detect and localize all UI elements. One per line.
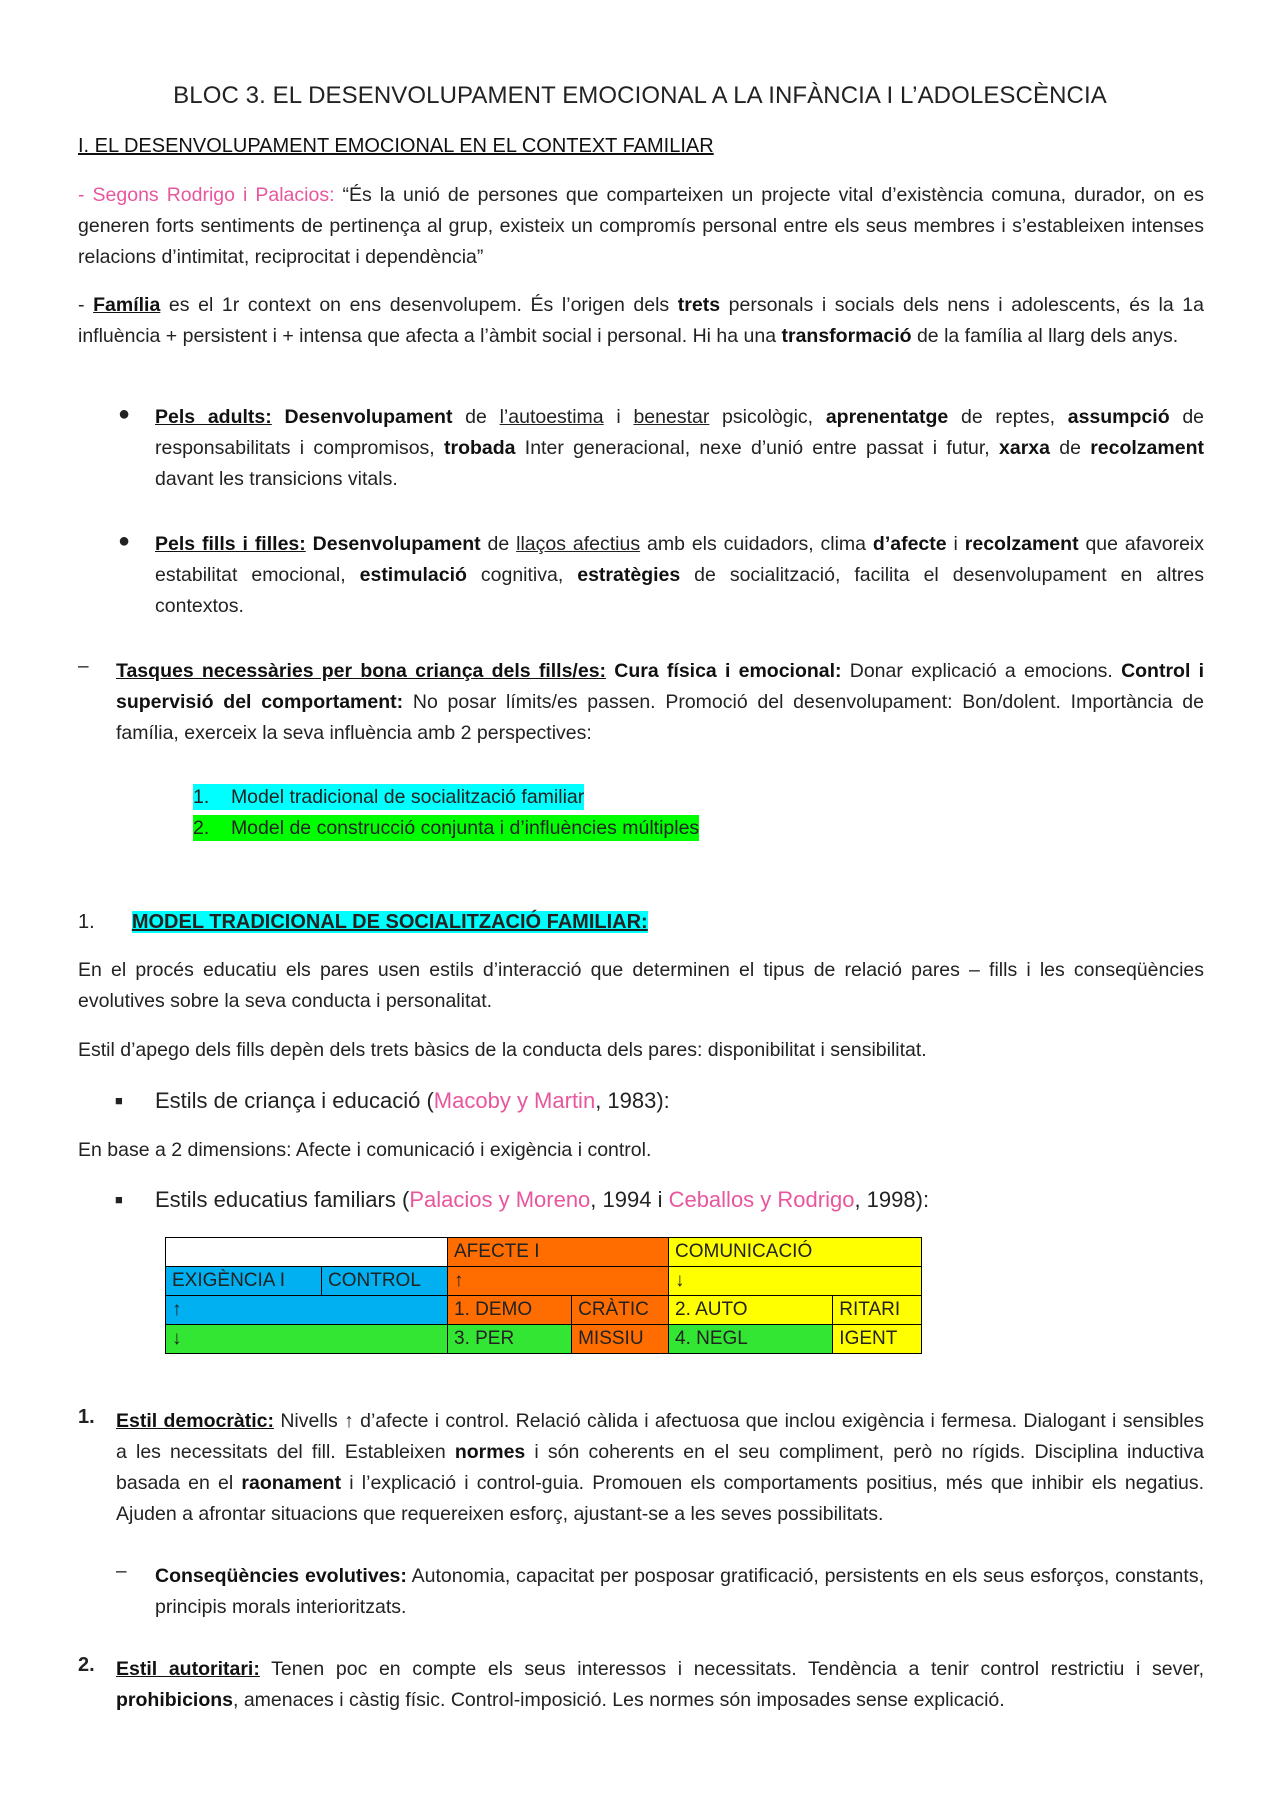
tasques-t2: No posar límits/es passen. Promoció del desenvolupament: Bon/dolent. Importància de família, exerceix la seva influència amb 2 perspectives: [116, 691, 1204, 744]
adults-benestar: benestar [633, 406, 710, 428]
sq1-ref: Macoby y Martin [433, 1088, 596, 1113]
adults-dev: Desenvolupament [284, 406, 453, 428]
adults-t1: de [452, 406, 500, 428]
estil-dem-t1: Nivells ↑ d’afecte i control. Relació càlida i afectuosa que inclou exigència i fermesa. Dialogant i sensibles a les necessitats del fill. Estableixen [116, 1410, 1204, 1463]
model-item-1-highlight [193, 784, 584, 810]
table-cell: CONTROL [322, 1267, 448, 1296]
estils-educatius-line [155, 1184, 929, 1216]
table-cell: COMUNICACIÓ [669, 1238, 922, 1267]
family-prefix: - [78, 294, 94, 316]
fills-t4: que afavoreix estabilitat emocional, [155, 533, 1205, 586]
table-row [166, 1296, 922, 1325]
tasques-control: Control i supervisió del comportament: [116, 660, 1205, 713]
model-item-2-highlight [193, 815, 699, 841]
table-cell: 4. NEGL [669, 1325, 833, 1354]
family-term: Família [93, 294, 161, 316]
fills-t1: de [480, 533, 517, 555]
family-text-2: personals i socials dels nens i adolescents, és la 1a influència + persistent i + intensa que afecta a l’àmbit social i personal. Hi ha una [78, 294, 1204, 347]
estil-aut-prohibicions: prohibicions [116, 1689, 233, 1711]
model-item-1 [193, 782, 584, 812]
tasques-label: Tasques necessàries per bona criança dels fills/es: [116, 660, 607, 682]
page-title: BLOC 3. EL DESENVOLUPAMENT EMOCIONAL A LA INFÀNCIA I L’ADOLESCÈNCIA [173, 82, 1107, 109]
estil-aut-label: Estil autoritari: [116, 1658, 260, 1680]
model-trad-heading-text: MODEL TRADICIONAL DE SOCIALITZACIÓ FAMILIAR: [131, 911, 648, 933]
estils-crianca-line [155, 1085, 670, 1117]
estil-aut-num: 2. [78, 1654, 95, 1676]
fills-t2: amb els cuidadors, clima [640, 533, 873, 555]
fills-dev: Desenvolupament [312, 533, 481, 555]
estil-aut-t2: , amenaces i càstig físic. Control-imposició. Les normes són imposades sense explicació. [233, 1689, 1005, 1711]
table-cell: ↓ [669, 1267, 922, 1296]
section-heading [78, 131, 1204, 162]
model-trad-p1: En el procés educatiu els pares usen estils d’interacció que determinen el tipus de relació pares – fills i les conseqüències evolutives sobre la seva conducta i personalitat. [78, 959, 1204, 1012]
adults-assumpcio: assumpció [1067, 406, 1170, 428]
adults-recolzament: recolzament [1090, 437, 1204, 459]
estils-table [165, 1237, 922, 1354]
model-trad-num: 1. [78, 911, 95, 933]
adults-autoestima: l’autoestima [499, 406, 604, 428]
table-cell: 2. AUTO [669, 1296, 833, 1325]
adults-t3: psicològic, [709, 406, 826, 428]
adults-t4: de reptes, [948, 406, 1068, 428]
model-trad-heading [78, 907, 648, 937]
table-cell: ↑ [448, 1267, 669, 1296]
adults-t8: davant les transicions vitals. [155, 468, 398, 490]
fills-estrategies: estratègies [577, 564, 681, 586]
sq2-ref1: Palacios y Moreno [409, 1187, 591, 1212]
family-transformacio: transformació [781, 325, 912, 347]
table-cell: ↓ [166, 1325, 448, 1354]
adults-label: Pels adults: [155, 406, 272, 428]
fills-recolzament: recolzament [964, 533, 1079, 555]
section-heading-text: I. EL DESENVOLUPAMENT EMOCIONAL EN EL CONTEXT FAMILIAR [78, 135, 714, 157]
estil-dem-t2: i són coherents en el seu compliment, però no rígids. Disciplina inductiva basada en el [116, 1441, 1205, 1494]
estil-aut-t1: Tenen poc en compte els seus interessos i necessitats. Tendència a tenir control restrictiu i sever, [259, 1658, 1205, 1680]
estil-dem-paragraph [116, 1406, 1204, 1530]
table-cell: CRÀTIC [572, 1296, 669, 1325]
sq1-t2: , 1983): [595, 1088, 670, 1113]
consequencies-paragraph [155, 1561, 1204, 1623]
adults-trobada: trobada [444, 437, 516, 459]
model-trad-p2: Estil d’apego dels fills depèn dels trets bàsics de la conducta dels pares: disponibilitat i sensibilitat. [78, 1039, 927, 1061]
family-trets: trets [677, 294, 721, 316]
model-trad-p3: En base a 2 dimensions: Afecte i comunicació i exigència i control. [78, 1139, 652, 1161]
square-bullet-icon: ■ [115, 1093, 123, 1108]
fills-llacos: llaços afectius [516, 533, 641, 555]
estil-aut-paragraph [116, 1654, 1204, 1716]
table-row [166, 1267, 922, 1296]
table-cell: EXIGÈNCIA I [166, 1267, 322, 1296]
consequencies-label: Conseqüències evolutives: [155, 1565, 407, 1587]
table-cell: 3. PER [448, 1325, 572, 1354]
table-cell [166, 1238, 448, 1267]
model-item-2-label: Model de construcció conjunta i d’influències múltiples [230, 817, 700, 839]
estil-dem-normes: normes [454, 1441, 526, 1463]
model-item-1-num: 1. [193, 786, 210, 808]
dash-marker: – [78, 656, 89, 677]
dash-marker: – [116, 1561, 127, 1582]
table-row [166, 1238, 922, 1267]
adults-t6: Inter generacional, nexe d’unió entre passat i futur, [515, 437, 999, 459]
fills-label: Pels fills i filles: [155, 533, 306, 555]
sq1-t1: Estils de criança i educació ( [155, 1088, 434, 1113]
tasques-cura: Cura física i emocional: [614, 660, 842, 682]
adults-t5: de responsabilitats i compromisos, [155, 406, 1205, 459]
tasques-t1: Donar explicació a emocions. [841, 660, 1122, 682]
fills-afecte: d’afecte [872, 533, 947, 555]
fills-t5: cognitiva, [466, 564, 578, 586]
adults-bullet [155, 402, 1204, 495]
adults-t7: de [1049, 437, 1091, 459]
quote-source: - Segons Rodrigo i Palacios: [78, 184, 335, 206]
square-bullet-icon: ■ [115, 1192, 123, 1207]
model-item-1-label: Model tradicional de socialització familiar [230, 786, 585, 808]
adults-t2: i [603, 406, 634, 428]
table-cell: RITARI [833, 1296, 922, 1325]
fills-estimulacio: estimulació [359, 564, 467, 586]
table-cell: ↑ [166, 1296, 448, 1325]
fills-t3: i [946, 533, 965, 555]
bullet-dot-icon: ● [118, 403, 131, 425]
estil-dem-raonament: raonament [241, 1472, 342, 1494]
model-item-2-num: 2. [193, 817, 210, 839]
sq2-ref2: Ceballos y Rodrigo [668, 1187, 855, 1212]
sq2-t2: , 1994 i [590, 1187, 669, 1212]
fills-bullet [155, 529, 1204, 622]
table-cell: AFECTE I [448, 1238, 669, 1267]
table-cell: IGENT [833, 1325, 922, 1354]
model-item-2 [193, 813, 699, 843]
adults-xarxa: xarxa [999, 437, 1050, 459]
adults-aprenentatge: aprenentatge [825, 406, 949, 428]
estil-dem-t3: i l’explicació i control-guia. Promouen els comportaments positius, més que inhibir els negatius. Ajuden a afrontar situacions que requereixen esforç, ajustant-se a les seves possibilitats. [116, 1472, 1204, 1525]
sq2-t3: , 1998): [854, 1187, 930, 1212]
bullet-dot-icon: ● [118, 530, 131, 552]
fills-t6: de socialització, facilita el desenvolupament en altres contextos. [155, 564, 1204, 617]
table-cell: MISSIU [572, 1325, 669, 1354]
table-row [166, 1325, 922, 1354]
table-cell: 1. DEMO [448, 1296, 572, 1325]
family-text-1: es el 1r context on ens desenvolupem. És l’origen dels [160, 294, 678, 316]
quote-text: “És la unió de persones que comparteixen un projecte vital d’existència comuna, durador, on es generen forts sentiments de pertinença al grup, existeix un compromís personal entre els seus membres i s’estableixen intenses relacions d’intimitat, reciprocitat i dependència” [78, 184, 1204, 268]
family-paragraph [78, 290, 1204, 352]
sq2-t1: Estils educatius familiars ( [155, 1187, 410, 1212]
family-text-3: de la família al llarg dels anys. [911, 325, 1179, 347]
quote-paragraph [78, 180, 1204, 273]
estil-dem-num: 1. [78, 1406, 95, 1428]
estil-dem-label: Estil democràtic: [116, 1410, 275, 1432]
tasques-paragraph [116, 656, 1204, 749]
consequencies-text: Autonomia, capacitat per posposar gratificació, persistents en els seus esforços, constants, principis morals interioritzats. [155, 1565, 1204, 1618]
